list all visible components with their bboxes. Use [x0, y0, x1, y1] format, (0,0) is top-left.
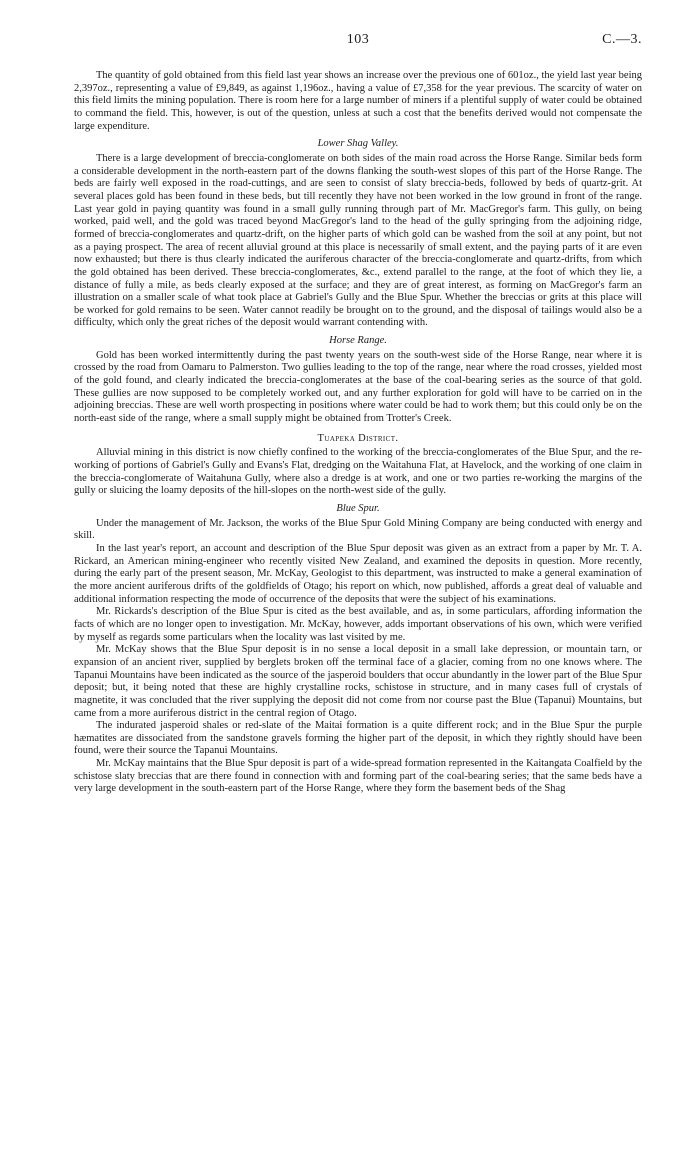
section-heading: Horse Range.: [329, 335, 387, 347]
paper-code: C.—3.: [602, 32, 642, 47]
paragraph: Mr. McKay shows that the Blue Spur deposit is in no sense a local deposit in a small lake depression, or mountain tarn, or expansion of an ancient river, supplied by berglets broken off the terminal face of a glacier, coming from no one knows where. The Tapanui Mountains have been indicated as the source of the jasperoid boulders that occur abundantly in the lower part of the Blue Spur deposit; but, it being noted that these are highly crystalline rocks, schistose in structure, and in many cases full of crystals of magnetite, it was concluded that the river supplying the deposit did not come from nor course past the Blue (Tapanui) Mountains, but came from a more auriferous district in the central region of Otago.: [74, 644, 642, 719]
district-heading: Tuapeka District.: [317, 432, 399, 444]
section-blue-spur: [74, 503, 642, 796]
section-intro: [74, 70, 642, 133]
paragraph: The indurated jasperoid shales or red-slate of the Maitai formation is a quite different rock; and in the Blue Spur the purple hæmatites are dissociated from the sandstone gravels forming the higher part of the deposit, in which they rightly should have been found, were their source the Tapanui Mountains.: [74, 720, 642, 757]
paragraph: Mr. Rickards's description of the Blue Spur is cited as the best available, and as, in some particulars, affording information the facts of which are no longer open to investigation. Mr. McKay, however, adds important observations of his own, which were verified by myself as regards some particulars when the locality was last visited by me.: [74, 606, 642, 643]
section-tuapeka-district: [74, 433, 642, 498]
section-lower-shag-valley: [74, 138, 642, 330]
section-heading: Blue Spur.: [336, 503, 380, 514]
section-heading: Lower Shag Valley.: [317, 138, 399, 150]
document-body: [74, 70, 642, 796]
page-header: [74, 34, 642, 52]
paragraph: There is a large development of breccia-conglomerate on both sides of the main road across the Horse Range. Similar beds form a considerable development in the north-eastern part of the downs flanking the south-west slopes of this part of the Horse Range. The beds are fairly well exposed in the road-cuttings, and are seen to consist of slaty breccia-beds, followed by beds of quartz-grit. At several places gold has been found in these beds, but till recently they have not been worked in the low ground in front of the range. Last year gold in paying quantity was found in a small gully running through part of Mr. MacGregor's farm. This gully, on being worked, paid well, and the gold was traced beyond MacGregor's land to the head of the gully springing from the adjoining ridge, formed of breccia-conglomerates and quartz-drift, on the higher parts of which gold can be washed from the soil at any point, but not as a paying prospect. The area of recent alluvial ground at this place is necessarily of small extent, and the paying parts of it are even now exhausted; but there is thus clearly indicated the auriferous character of the breccia-conglomerate and quartz-drifts, from which the gold obtained has been derived. These breccia-conglomerates, &c., extend parallel to the range, at the foot of which they lie, a distance of fully a mile, as beds clearly exposed at the surface; and they are of great interest, as forming on MacGregor's farm an illustration on a smaller scale of what took place at Gabriel's Gully and the Blue Spur. Whether the breccias or grits at this place will be worked for gold remains to be seen. Water cannot readily be brought on to the ground, and the disposal of tailings would also be a difficulty, which only the great riches of the deposit would warrant contending with.: [74, 152, 642, 329]
page-number: 103: [346, 32, 370, 47]
section-horse-range: [74, 335, 642, 426]
paragraph: Gold has been worked intermittently during the past twenty years on the south-west side of the Horse Range, near where it is crossed by the road from Oamaru to Palmerston. Two gullies leading to the top of the range, near where the road crosses, yielded most of the gold found, and clearly indicated the breccia-conglomerates at the base of the coal-bearing series as the source of that gold. These gullies are now supposed to be completely worked out, and any further exploration for gold will have to be carried on in the adjoining breccias. These are well worth prospecting in positions where water could be had to work them; but this could only be on the north-east side of the range, where a small supply might be obtained from Trotter's Creek.: [74, 349, 642, 425]
paragraph: The quantity of gold obtained from this field last year shows an increase over the previous one of 601oz., the yield last year being 2,397oz., representing a value of £9,849, as against 1,196oz., having a value of £7,358 for the year previous. The scarcity of water on this field limits the mining population. There is room here for a large number of miners if a plentiful supply of water could be obtained to command the field. This, however, is out of the question, unless at such a cost that the benefits derived would not compensate the large expenditure.: [74, 70, 642, 132]
paragraph: In the last year's report, an account and description of the Blue Spur deposit was given as an extract from a paper by Mr. T. A. Rickard, an American mining-engineer who recently visited New Zealand, and examined the deposits in question. More recently, during the early part of the present season, Mr. McKay, Geologist to this department, was instructed to make a general examination of the more ancient auriferous drifts of the goldfields of Otago; his report on which, now published, affords a great deal of valuable and additional information respecting the mode of occurrence of the deposits that were the subject of his examinations.: [74, 542, 642, 605]
paragraph: Mr. McKay maintains that the Blue Spur deposit is part of a wide-spread formation represented in the Kaitangata Coalfield by the schistose slaty breccias that are there found in connection with and forming part of the coal-bearing series; that the same beds have a very large development in the south-eastern part of the Horse Range, where they form the basement beds of the Shag: [74, 758, 642, 795]
paragraph: Alluvial mining in this district is now chiefly confined to the working of the breccia-conglomerates of the Blue Spur, and the re-working of portions of Gabriel's Gully and Evans's Flat, dredging on the Waitahuna Flat, at Havelock, and the working of one claim in the breccia-conglomerate of Waitahuna Gully, where also a dredge is at work, and one or two parties re-working the margins of the gully or sluicing the loamy deposits of the hill-slopes on the north-west side of the gully.: [74, 447, 642, 497]
paragraph: Under the management of Mr. Jackson, the works of the Blue Spur Gold Mining Company are being conducted with energy and skill.: [74, 517, 642, 542]
